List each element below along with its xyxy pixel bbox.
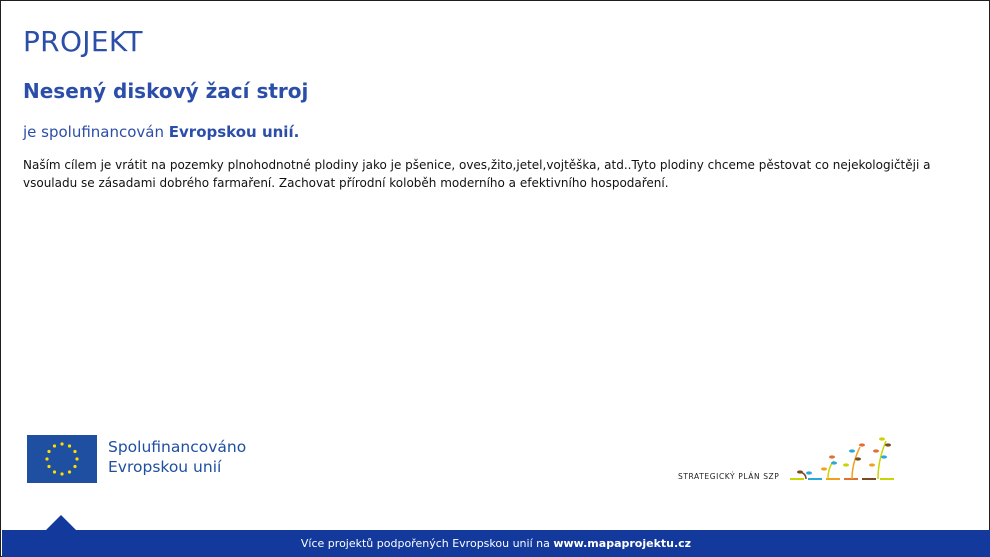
project-title: Nesený diskový žací stroj (23, 79, 309, 103)
eu-cofunded-text (108, 437, 246, 477)
footer-link[interactable]: www.mapaprojektu.cz (553, 537, 692, 550)
eu-cofunded-line1: Spolufinancováno (108, 438, 247, 456)
eu-flag-icon (27, 435, 97, 483)
footer-tab-arrow (46, 515, 76, 530)
project-description: Naším cílem je vrátit na pozemky plnohodnotné plodiny jako je pšenice, oves,žito,jetel,vojtěška, atd..Tyto plodiny chceme pěstovat co nejekologičtěji a vsouladu se zásadami dobrého farmaření. Zachovat přírodní koloběh moderního a efektivního hospodaření. (23, 158, 931, 190)
section-label: PROJEKT (23, 25, 143, 58)
funding-statement-emphasis: Evropskou unií. (168, 123, 300, 141)
funding-statement (23, 123, 299, 141)
szp-plants-logo-icon (788, 435, 906, 483)
footer-text: Více projektů podpořených Evropskou unií na (300, 537, 554, 550)
funding-statement-prefix: je spolufinancován (23, 123, 169, 141)
eu-cofunded-line2: Evropskou unií (108, 458, 222, 476)
szp-label: STRATEGICKÝ PLÁN SZP (678, 472, 780, 481)
footer-bar (2, 530, 990, 557)
